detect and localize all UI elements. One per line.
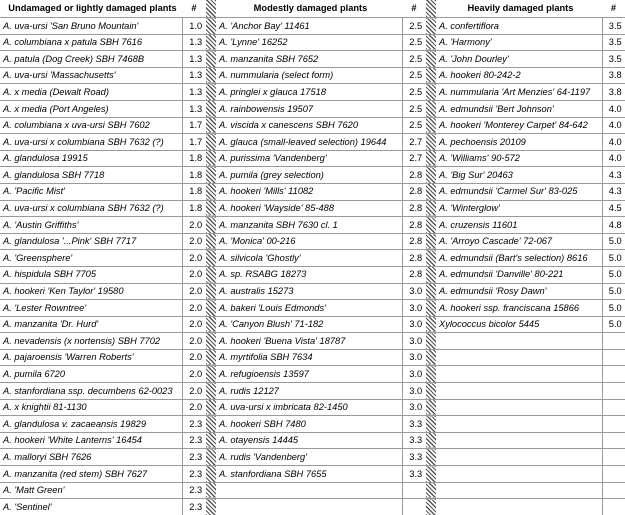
undamaged-plant-name: A. glandulosa 19915 [0, 150, 182, 167]
column-separator [206, 0, 216, 18]
undamaged-plant-name: A. manzanita (red stem) SBH 7627 [0, 466, 182, 483]
column-separator [426, 183, 436, 200]
table-row [0, 399, 625, 416]
modestly-damaged-plant-name: A. bakeri 'Louis Edmonds' [216, 300, 402, 317]
undamaged-plant-rating: 2.0 [182, 283, 206, 300]
undamaged-plant-rating: 2.0 [182, 349, 206, 366]
modestly-damaged-plant-name: A. 'Canyon Blush' 71-182 [216, 316, 402, 333]
table-row [0, 200, 625, 217]
table-row [0, 250, 625, 267]
modestly-damaged-plant-name: A. glauca (small-leaved selection) 19644 [216, 134, 402, 151]
heavily-damaged-plant-name: A. cruzensis 11601 [436, 217, 602, 234]
undamaged-plant-name: A. uva-ursi 'Massachusetts' [0, 67, 182, 84]
modestly-damaged-plant-rating: 3.3 [402, 432, 426, 449]
column-separator [206, 233, 216, 250]
table-row [0, 366, 625, 383]
heavily-damaged-plant-name: A. 'Big Sur' 20463 [436, 167, 602, 184]
column-separator [206, 399, 216, 416]
column-separator [206, 18, 216, 35]
column-separator [206, 499, 216, 515]
undamaged-plant-name: A. x knightii 81-1130 [0, 399, 182, 416]
modestly-damaged-plant-name: A. stanfordiana SBH 7655 [216, 466, 402, 483]
undamaged-plant-name: A. x media (Port Angeles) [0, 100, 182, 117]
table-row [0, 499, 625, 515]
table-row [0, 349, 625, 366]
column-separator [426, 300, 436, 317]
table-row [0, 51, 625, 68]
modestly-damaged-plant-rating: 2.5 [402, 51, 426, 68]
undamaged-plant-rating: 1.8 [182, 183, 206, 200]
heavily-damaged-plant-rating: 4.0 [602, 134, 625, 151]
undamaged-plant-name: A. 'Sentinel' [0, 499, 182, 515]
table-row [0, 167, 625, 184]
heavily-damaged-plant-rating: 4.0 [602, 150, 625, 167]
column-separator [206, 217, 216, 234]
empty-cell [436, 333, 602, 350]
table-row [0, 482, 625, 499]
column-separator [426, 67, 436, 84]
empty-cell [402, 499, 426, 515]
table-row [0, 416, 625, 433]
modestly-damaged-plant-rating: 2.8 [402, 167, 426, 184]
header-number-1: # [191, 3, 197, 14]
modestly-damaged-plant-name: A. refugioensis 13597 [216, 366, 402, 383]
modestly-damaged-plant-name: A. 'Anchor Bay' 11461 [216, 18, 402, 35]
column-separator [426, 432, 436, 449]
column-separator [426, 482, 436, 499]
column-separator [426, 217, 436, 234]
modestly-damaged-plant-rating: 2.7 [402, 150, 426, 167]
heavily-damaged-plant-name: A. hookeri 'Monterey Carpet' 84-642 [436, 117, 602, 134]
undamaged-plant-rating: 1.3 [182, 51, 206, 68]
heavily-damaged-plant-rating: 4.5 [602, 200, 625, 217]
modestly-damaged-plant-name: A. myrtifolia SBH 7634 [216, 349, 402, 366]
undamaged-plant-rating: 2.0 [182, 399, 206, 416]
modestly-damaged-plant-rating: 2.8 [402, 217, 426, 234]
modestly-damaged-plant-rating: 3.3 [402, 416, 426, 433]
column-separator [426, 366, 436, 383]
undamaged-plant-rating: 2.0 [182, 366, 206, 383]
modestly-damaged-plant-rating: 2.5 [402, 100, 426, 117]
column-separator [426, 117, 436, 134]
column-separator [206, 482, 216, 499]
column-separator [206, 250, 216, 267]
empty-cell [402, 482, 426, 499]
column-separator [426, 316, 436, 333]
heavily-damaged-plant-name: A. edmundsii 'Rosy Dawn' [436, 283, 602, 300]
column-separator [206, 34, 216, 51]
column-separator [426, 233, 436, 250]
undamaged-plant-name: A. glandulosa '...Pink' SBH 7717 [0, 233, 182, 250]
modestly-damaged-plant-name: A. 'Lynne' 16252 [216, 34, 402, 51]
undamaged-plant-rating: 2.0 [182, 300, 206, 317]
undamaged-plant-rating: 2.0 [182, 233, 206, 250]
column-separator [206, 432, 216, 449]
table-row [0, 383, 625, 400]
table-row [0, 449, 625, 466]
modestly-damaged-plant-name: A. pumila (grey selection) [216, 167, 402, 184]
column-separator [206, 316, 216, 333]
modestly-damaged-plant-rating: 2.8 [402, 250, 426, 267]
empty-cell [602, 499, 625, 515]
heavily-damaged-plant-name: A. 'Winterglow' [436, 200, 602, 217]
modestly-damaged-plant-rating: 2.7 [402, 134, 426, 151]
heavily-damaged-plant-rating: 4.3 [602, 183, 625, 200]
undamaged-plant-rating: 1.3 [182, 34, 206, 51]
column-separator [426, 250, 436, 267]
header-row [0, 0, 625, 18]
column-separator [206, 416, 216, 433]
modestly-damaged-plant-rating: 2.5 [402, 67, 426, 84]
table-row [0, 300, 625, 317]
modestly-damaged-plant-name: A. rainbowensis 19507 [216, 100, 402, 117]
modestly-damaged-plant-name: A. manzanita SBH 7652 [216, 51, 402, 68]
modestly-damaged-plant-rating: 2.8 [402, 200, 426, 217]
modestly-damaged-plant-name: A. nummularia (select form) [216, 67, 402, 84]
modestly-damaged-plant-name: A. silvicola 'Ghostly' [216, 250, 402, 267]
empty-cell [602, 466, 625, 483]
modestly-damaged-plant-name: A. hookeri 'Mills' 11082 [216, 183, 402, 200]
heavily-damaged-plant-name: A. edmundsii 'Carmel Sur' 83-025 [436, 183, 602, 200]
modestly-damaged-plant-name: A. hookeri 'Buena Vista' 18787 [216, 333, 402, 350]
column-separator [206, 349, 216, 366]
empty-cell [602, 482, 625, 499]
table-row [0, 100, 625, 117]
undamaged-plant-rating: 2.0 [182, 217, 206, 234]
undamaged-plant-name: A. pumila 6720 [0, 366, 182, 383]
undamaged-plant-rating: 2.0 [182, 250, 206, 267]
table-row [0, 67, 625, 84]
table-row [0, 316, 625, 333]
header-heavily-damaged: Heavily damaged plants [467, 3, 574, 14]
heavily-damaged-plant-name: A. hookeri 80-242-2 [436, 67, 602, 84]
column-separator [426, 349, 436, 366]
table-row [0, 134, 625, 151]
heavily-damaged-plant-name: A. pechoensis 20109 [436, 134, 602, 151]
heavily-damaged-plant-rating: 4.0 [602, 100, 625, 117]
heavily-damaged-plant-name: A. edmundsii 'Danville' 80-221 [436, 266, 602, 283]
undamaged-plant-name: A. 'Greensphere' [0, 250, 182, 267]
column-separator [206, 283, 216, 300]
undamaged-plant-rating: 2.3 [182, 466, 206, 483]
column-separator [426, 51, 436, 68]
column-separator [206, 134, 216, 151]
heavily-damaged-plant-rating: 5.0 [602, 283, 625, 300]
heavily-damaged-plant-rating: 4.3 [602, 167, 625, 184]
modestly-damaged-plant-name: A. hookeri 'Wayside' 85-488 [216, 200, 402, 217]
empty-cell [602, 432, 625, 449]
table-row [0, 466, 625, 483]
modestly-damaged-plant-name: A. uva-ursi x imbricata 82-1450 [216, 399, 402, 416]
undamaged-plant-rating: 2.0 [182, 266, 206, 283]
modestly-damaged-plant-rating: 2.5 [402, 84, 426, 101]
undamaged-plant-name: A. glandulosa SBH 7718 [0, 167, 182, 184]
empty-cell [436, 383, 602, 400]
modestly-damaged-plant-rating: 2.5 [402, 34, 426, 51]
table-row [0, 150, 625, 167]
column-separator [206, 466, 216, 483]
modestly-damaged-plant-rating: 2.8 [402, 233, 426, 250]
empty-cell [436, 449, 602, 466]
modestly-damaged-plant-rating: 3.0 [402, 300, 426, 317]
heavily-damaged-plant-name: A. 'Williams' 90-572 [436, 150, 602, 167]
table-row [0, 432, 625, 449]
empty-cell [436, 432, 602, 449]
undamaged-plant-rating: 2.3 [182, 482, 206, 499]
empty-cell [436, 466, 602, 483]
column-separator [426, 134, 436, 151]
modestly-damaged-plant-name: A. pringlei x glauca 17518 [216, 84, 402, 101]
modestly-damaged-plant-name: A. 'Monica' 00-216 [216, 233, 402, 250]
heavily-damaged-plant-name: Xylococcus bicolor 5445 [436, 316, 602, 333]
table-row [0, 333, 625, 350]
undamaged-plant-name: A. 'Pacific Mist' [0, 183, 182, 200]
heavily-damaged-plant-rating: 3.8 [602, 67, 625, 84]
modestly-damaged-plant-name: A. rudis 'Vandenberg' [216, 449, 402, 466]
undamaged-plant-name: A. 'Matt Green' [0, 482, 182, 499]
column-separator [206, 167, 216, 184]
undamaged-plant-rating: 2.0 [182, 333, 206, 350]
empty-cell [602, 399, 625, 416]
undamaged-plant-rating: 2.3 [182, 416, 206, 433]
undamaged-plant-rating: 1.0 [182, 18, 206, 35]
modestly-damaged-plant-rating: 3.0 [402, 349, 426, 366]
empty-cell [436, 482, 602, 499]
column-separator [206, 333, 216, 350]
modestly-damaged-plant-rating: 3.0 [402, 399, 426, 416]
undamaged-plant-name: A. stanfordiana ssp. decumbens 62-0023 [0, 383, 182, 400]
modestly-damaged-plant-rating: 2.8 [402, 183, 426, 200]
undamaged-plant-rating: 1.8 [182, 150, 206, 167]
column-separator [206, 51, 216, 68]
column-separator [206, 200, 216, 217]
header-number-3: # [610, 3, 617, 14]
column-separator [206, 449, 216, 466]
modestly-damaged-plant-name: A. manzanita SBH 7630 cl. 1 [216, 217, 402, 234]
table-row [0, 283, 625, 300]
heavily-damaged-plant-name: A. edmundsii 'Bert Johnson' [436, 100, 602, 117]
column-separator [206, 266, 216, 283]
column-separator [426, 84, 436, 101]
column-separator [206, 383, 216, 400]
column-separator [426, 399, 436, 416]
empty-cell [602, 383, 625, 400]
header-modestly-damaged: Modestly damaged plants [253, 3, 368, 14]
undamaged-plant-rating: 1.7 [182, 117, 206, 134]
undamaged-plant-rating: 2.0 [182, 316, 206, 333]
column-separator [426, 0, 436, 18]
heavily-damaged-plant-name: A. confertiflora [436, 18, 602, 35]
undamaged-plant-rating: 2.3 [182, 499, 206, 515]
undamaged-plant-name: A. hookeri 'White Lanterns' 16454 [0, 432, 182, 449]
modestly-damaged-plant-rating: 2.5 [402, 117, 426, 134]
undamaged-plant-rating: 1.3 [182, 100, 206, 117]
column-separator [426, 150, 436, 167]
undamaged-plant-rating: 1.3 [182, 84, 206, 101]
heavily-damaged-plant-rating: 5.0 [602, 300, 625, 317]
column-separator [206, 150, 216, 167]
empty-cell [216, 499, 402, 515]
column-separator [426, 499, 436, 515]
undamaged-plant-name: A. hispidula SBH 7705 [0, 266, 182, 283]
heavily-damaged-plant-rating: 5.0 [602, 250, 625, 267]
table-row [0, 34, 625, 51]
column-separator [426, 18, 436, 35]
heavily-damaged-plant-rating: 5.0 [602, 316, 625, 333]
empty-cell [436, 349, 602, 366]
column-separator [426, 449, 436, 466]
heavily-damaged-plant-name: A. 'Harmony' [436, 34, 602, 51]
table-row [0, 233, 625, 250]
undamaged-plant-name: A. malloryi SBH 7626 [0, 449, 182, 466]
table-row [0, 183, 625, 200]
modestly-damaged-plant-rating: 2.8 [402, 266, 426, 283]
undamaged-plant-rating: 1.8 [182, 167, 206, 184]
modestly-damaged-plant-rating: 2.5 [402, 18, 426, 35]
undamaged-plant-name: A. hookeri 'Ken Taylor' 19580 [0, 283, 182, 300]
undamaged-plant-name: A. columbiana x patula SBH 7616 [0, 34, 182, 51]
column-separator [426, 416, 436, 433]
empty-cell [436, 366, 602, 383]
modestly-damaged-plant-rating: 3.0 [402, 383, 426, 400]
undamaged-plant-name: A. x media (Dewalt Road) [0, 84, 182, 101]
heavily-damaged-plant-rating: 3.5 [602, 18, 625, 35]
header-undamaged: Undamaged or lightly damaged plants [8, 3, 177, 14]
column-separator [206, 84, 216, 101]
modestly-damaged-plant-name: A. otayensis 14445 [216, 432, 402, 449]
undamaged-plant-rating: 2.0 [182, 383, 206, 400]
empty-cell [602, 449, 625, 466]
undamaged-plant-rating: 1.8 [182, 200, 206, 217]
column-separator [426, 333, 436, 350]
modestly-damaged-plant-rating: 3.3 [402, 466, 426, 483]
modestly-damaged-plant-rating: 3.0 [402, 366, 426, 383]
column-separator [206, 366, 216, 383]
undamaged-plant-name: A. uva-ursi x columbiana SBH 7632 (?) [0, 200, 182, 217]
heavily-damaged-plant-name: A. 'Arroyo Cascade' 72-067 [436, 233, 602, 250]
empty-cell [436, 416, 602, 433]
undamaged-plant-name: A. glandulosa v. zacaeansis 19829 [0, 416, 182, 433]
column-separator [426, 266, 436, 283]
heavily-damaged-plant-rating: 3.8 [602, 84, 625, 101]
undamaged-plant-name: A. nevadensis (x nortensis) SBH 7702 [0, 333, 182, 350]
modestly-damaged-plant-rating: 3.0 [402, 283, 426, 300]
modestly-damaged-plant-name: A. australis 15273 [216, 283, 402, 300]
table-row [0, 84, 625, 101]
empty-cell [602, 366, 625, 383]
column-separator [206, 67, 216, 84]
table-row [0, 18, 625, 35]
modestly-damaged-plant-name: A. rudis 12127 [216, 383, 402, 400]
undamaged-plant-name: A. 'Austin Griffiths' [0, 217, 182, 234]
undamaged-plant-name: A. columbiana x uva-ursi SBH 7602 [0, 117, 182, 134]
column-separator [426, 34, 436, 51]
column-separator [426, 200, 436, 217]
undamaged-plant-rating: 1.3 [182, 67, 206, 84]
modestly-damaged-plant-rating: 3.3 [402, 449, 426, 466]
table-body [0, 18, 625, 515]
undamaged-plant-rating: 2.3 [182, 449, 206, 466]
table-row [0, 217, 625, 234]
header-number-2: # [411, 3, 417, 14]
empty-cell [436, 399, 602, 416]
empty-cell [602, 416, 625, 433]
column-separator [426, 167, 436, 184]
heavily-damaged-plant-rating: 5.0 [602, 266, 625, 283]
heavily-damaged-plant-rating: 5.0 [602, 233, 625, 250]
column-separator [426, 100, 436, 117]
modestly-damaged-plant-name: A. hookeri SBH 7480 [216, 416, 402, 433]
undamaged-plant-rating: 1.7 [182, 134, 206, 151]
undamaged-plant-name: A. pajaroensis 'Warren Roberts' [0, 349, 182, 366]
column-separator [206, 183, 216, 200]
column-separator [426, 466, 436, 483]
modestly-damaged-plant-rating: 3.0 [402, 316, 426, 333]
heavily-damaged-plant-name: A. 'John Dourley' [436, 51, 602, 68]
undamaged-plant-name: A. patula (Dog Creek) SBH 7468B [0, 51, 182, 68]
undamaged-plant-name: A. uva-ursi x columbiana SBH 7632 (?) [0, 134, 182, 151]
undamaged-plant-name: A. uva-ursi 'San Bruno Mountain' [0, 18, 182, 35]
modestly-damaged-plant-name: A. purissima 'Vandenberg' [216, 150, 402, 167]
column-separator [426, 283, 436, 300]
heavily-damaged-plant-name: A. edmundsii (Bart's selection) 8616 [436, 250, 602, 267]
heavily-damaged-plant-rating: 3.5 [602, 34, 625, 51]
modestly-damaged-plant-name: A. viscida x canescens SBH 7620 [216, 117, 402, 134]
empty-cell [602, 349, 625, 366]
column-separator [206, 300, 216, 317]
heavily-damaged-plant-rating: 4.0 [602, 117, 625, 134]
undamaged-plant-name: A. manzanita 'Dr. Hurd' [0, 316, 182, 333]
modestly-damaged-plant-rating: 3.0 [402, 333, 426, 350]
column-separator [426, 383, 436, 400]
heavily-damaged-plant-rating: 3.5 [602, 51, 625, 68]
table-row [0, 266, 625, 283]
table-row [0, 117, 625, 134]
column-separator [206, 117, 216, 134]
heavily-damaged-plant-rating: 4.8 [602, 217, 625, 234]
empty-cell [436, 499, 602, 515]
undamaged-plant-name: A. 'Lester Rowntree' [0, 300, 182, 317]
modestly-damaged-plant-name: A. sp. RSABG 18273 [216, 266, 402, 283]
column-separator [206, 100, 216, 117]
heavily-damaged-plant-name: A. nummularia 'Art Menzies' 64-1197 [436, 84, 602, 101]
heavily-damaged-plant-name: A. hookeri ssp. franciscana 15866 [436, 300, 602, 317]
empty-cell [216, 482, 402, 499]
empty-cell [602, 333, 625, 350]
undamaged-plant-rating: 2.3 [182, 432, 206, 449]
